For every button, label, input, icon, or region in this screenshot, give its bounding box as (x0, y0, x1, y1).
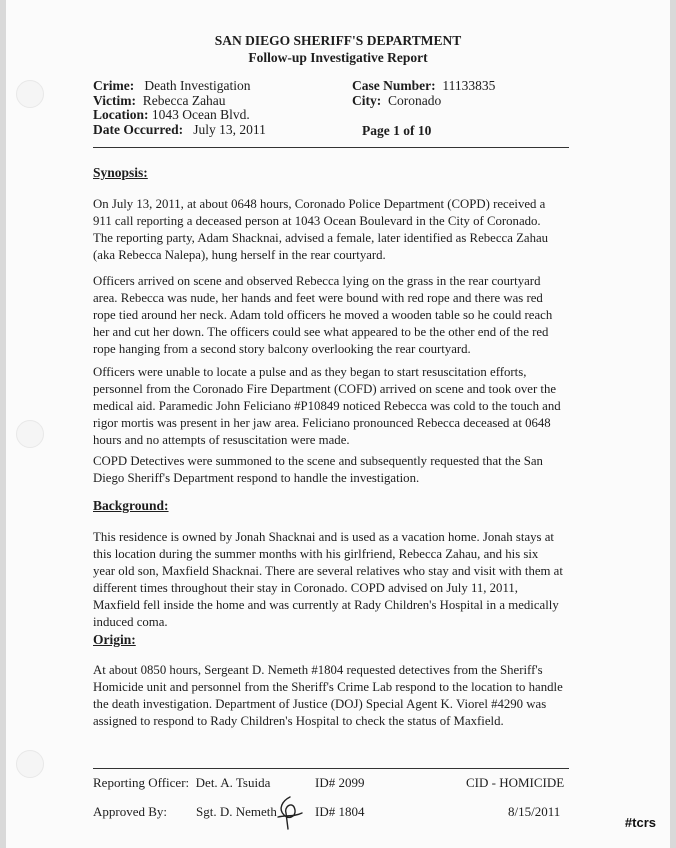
synopsis-paragraph-1: On July 13, 2011, at about 0648 hours, Coronado Police Department (COPD) received a 911 call reporting a deceased person at 1043 Ocean Boulevard in the City of Coronado. The reporting party, Adam Shacknai, advised a female, later identified as Rebecca Zahau (aka Rebecca Nalepa), hung herself in the rear courtyard. (93, 197, 549, 262)
crime-value: Death Investigation (144, 78, 251, 93)
approved-by-id: ID# 1804 (315, 804, 365, 819)
synopsis-heading: Synopsis: (93, 165, 148, 180)
reporting-officer-id: ID# 2099 (315, 775, 365, 790)
date-label: Date Occurred: (93, 122, 184, 137)
location-value: 1043 Ocean Blvd. (151, 107, 250, 122)
case-number-label: Case Number: (352, 78, 436, 93)
punch-hole (16, 420, 44, 448)
synopsis-paragraph-2: Officers arrived on scene and observed Rebecca lying on the grass in the rear courtyard area. Rebecca was nude, her hands and feet were bound with red rope and there was red rope tied around her neck. Adam told officers he moved a wooden table so he could reach her and cut her down. The officers could see what appeared to be the other end of the red rope hanging from a second story balcony overlooking the rear courtyard. (93, 274, 553, 356)
crime-label: Crime: (93, 78, 135, 93)
synopsis-paragraph-4: COPD Detectives were summoned to the scene and subsequently requested that the San Diego Sheriff's Department respond to handle the investigation. (93, 454, 543, 485)
page-edge-right (670, 0, 676, 848)
page-number: Page 1 of 10 (362, 123, 432, 138)
report-type-title: Follow-up Investigative Report (248, 50, 428, 65)
location-row (93, 107, 250, 122)
page-edge-left (0, 0, 6, 848)
punch-hole (16, 750, 44, 778)
city-row (352, 93, 441, 108)
location-label: Location: (93, 107, 149, 122)
report-agency-title: SAN DIEGO SHERIFF'S DEPARTMENT (214, 33, 462, 48)
date-row (93, 122, 266, 137)
punch-hole (16, 80, 44, 108)
reporting-officer-label: Reporting Officer: (93, 775, 190, 790)
handwritten-signature-icon (272, 795, 306, 831)
approved-by-label: Approved By: (93, 804, 168, 819)
city-value: Coronado (388, 93, 442, 108)
synopsis-paragraph-3: Officers were unable to locate a pulse and as they began to start resuscitation efforts, personnel from the Coronado Fire Department (COFD) arrived on scene and took over the medical aid. Paramedic John Feliciano #P10849 noticed Rebecca was cold to the touch and rigor mortis was present in her jaw area. Feliciano pronounced Rebecca deceased at 0648 hours and no attempts of resuscitation were made. (93, 365, 561, 447)
origin-paragraph: At about 0850 hours, Sergeant D. Nemeth #1804 requested detectives from the Sheriff's Homicide unit and personnel from the Sheriff's Crime Lab respond to the location to handle the death investigation. Department of Justice (DOJ) Special Agent K. Viorel #4290 was assigned to respond to Rady Children's Hospital to check the status of Maxfield. (93, 663, 563, 728)
reporting-officer-row (93, 775, 270, 791)
approved-date: 8/15/2011 (508, 804, 561, 819)
origin-heading: Origin: (93, 632, 136, 647)
watermark-tag: #tcrs (624, 815, 656, 830)
victim-row (93, 93, 226, 108)
approved-by-name: Sgt. D. Nemeth (196, 804, 277, 819)
case-number-value: 11133835 (442, 78, 496, 93)
victim-label: Victim: (93, 93, 136, 108)
city-label: City: (352, 93, 382, 108)
background-heading: Background: (93, 498, 169, 513)
date-value: July 13, 2011 (193, 122, 266, 137)
unit-name: CID - HOMICIDE (466, 775, 565, 790)
header-divider (93, 147, 569, 148)
footer-divider (93, 768, 569, 769)
victim-value: Rebecca Zahau (142, 93, 226, 108)
reporting-officer-name: Det. A. Tsuida (195, 775, 271, 790)
background-paragraph: This residence is owned by Jonah Shacknai and is used as a vacation home. Jonah stays at this location during the summer months with his girlfriend, Rebecca Zahau, and his six year old son, Maxfield Shacknai. There are several relatives who stay and visit with them at different times throughout their stay in Coronado. COPD advised on July 11, 2011, Maxfield fell inside the home and was currently at Rady Children's Hospital in a medically induced coma. (93, 530, 563, 629)
case-number-row (352, 78, 495, 93)
crime-row (93, 78, 250, 93)
